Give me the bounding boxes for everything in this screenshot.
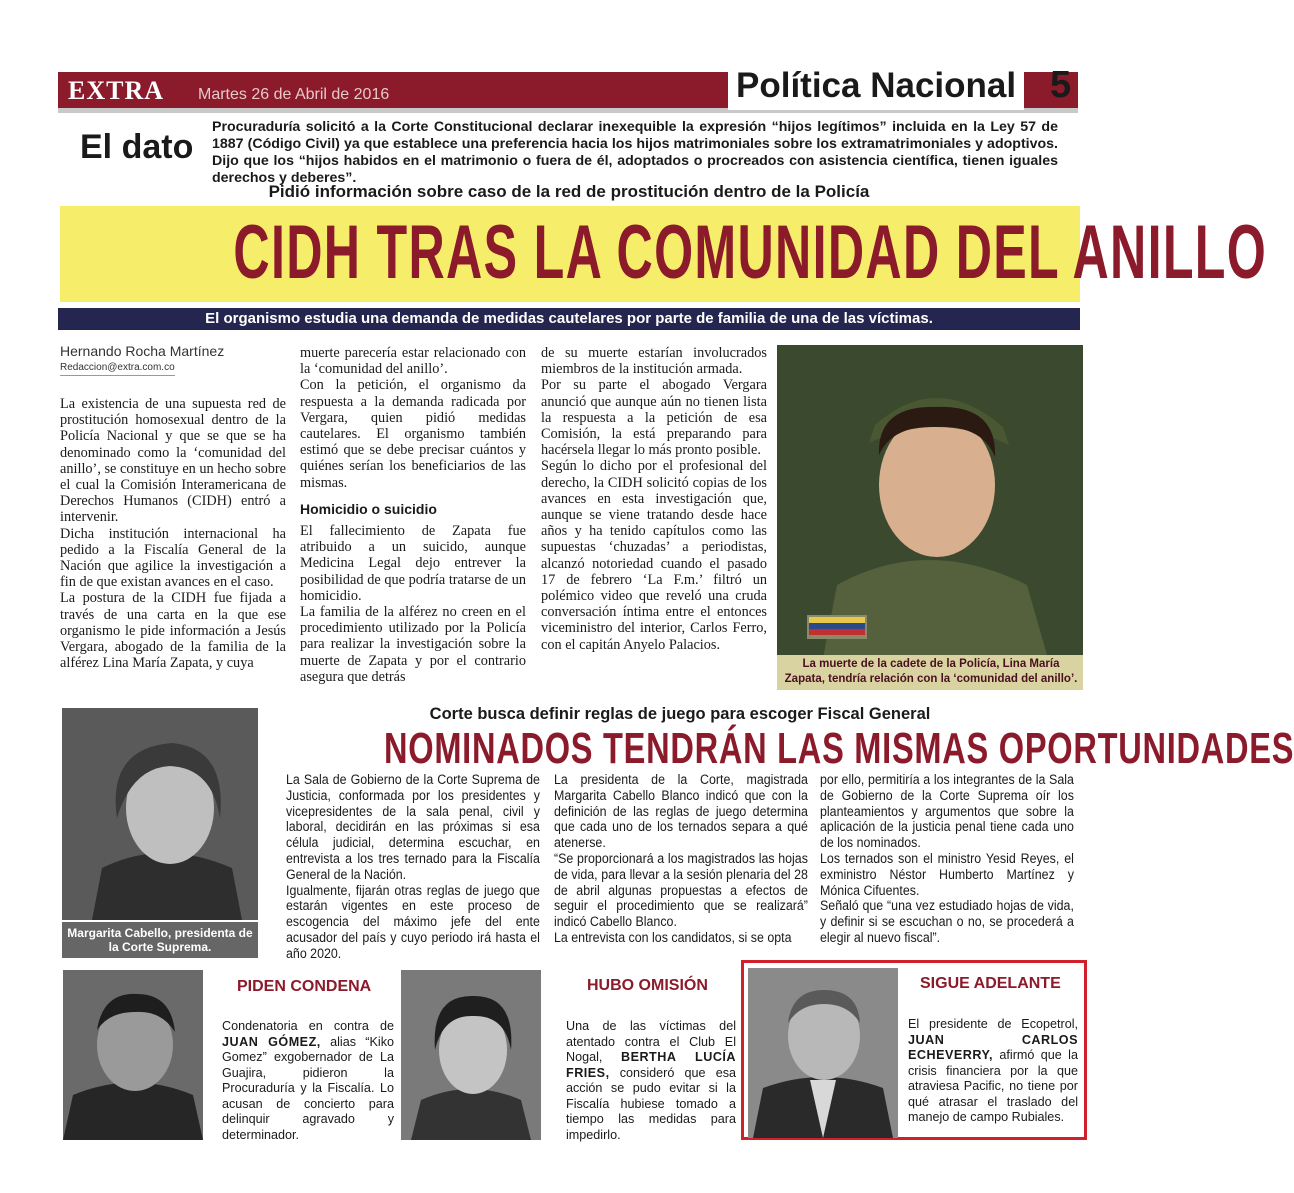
- paragraph: Dicha institución internacional ha pedido a la Fiscalía General de la Nación que agilice la investigación a fin de que existan avances en el caso.: [60, 525, 286, 591]
- brief-text-body: alias “Kiko Gomez” exgobernador de La Guajira, pidieron la Procuraduría y la Fiscalía. Lo acusan de concierto para delinquir agravado y determinador.: [222, 1034, 394, 1142]
- brief-text-body: afirmó que la crisis financiera por la que atraviesa Pacific, no tiene por qué atrasar el traslado del manejo de campo Rubiales.: [908, 1048, 1078, 1124]
- paragraph: de su muerte estarían involucrados miembros de la institución armada.: [541, 345, 767, 378]
- story1-headline: CIDH TRAS LA COMUNIDAD DEL ANILLO: [233, 210, 1268, 295]
- cabello-photo-caption: Margarita Cabello, presidenta de la Corte Suprema.: [67, 926, 253, 954]
- newspaper-logo: EXTRA: [68, 76, 165, 105]
- brief-person-name: JUAN GÓMEZ,: [222, 1034, 321, 1049]
- brief-person-name: BERTHA LUCÍA FRIES,: [566, 1050, 737, 1080]
- brief-text-hubo-omision: [566, 1019, 736, 1143]
- cabello-portrait-illustration: [62, 708, 258, 920]
- paragraph: por ello, permitiría a los integrantes de la Sala de Gobierno de la Corte Suprema oír los planteamientos y argumentos que sobre la aplicación de la justicia penal tiene cada uno de los nominados.: [820, 772, 1074, 851]
- paragraph: La postura de la CIDH fue fijada a través de una carta en la que ese organismo le pide información a Jesús Vergara, abogado de la familia de la alférez Lina María Zapata, y cuya: [60, 590, 286, 672]
- gomez-portrait-illustration: [63, 970, 203, 1140]
- paragraph: La existencia de una supuesta red de prostitución homosexual dentro de la Policía Nacional y que se que se ha denominado como la ‘comunidad del anillo’, se constituye en un hecho sobre el cual la Comisión Interamericana de Derechos Humanos (CIDH) entró a intervenir.: [60, 396, 286, 526]
- dato-text: Procuraduría solicitó a la Corte Constitucional declarar inexequible la expresión “hijos legítimos” incluida en la Ley 57 de 1887 (Código Civil) ya que establece una preferencia hacia los hijos matrimoniales sobre los extramatrimoniales y adoptivos. Dijo que los “hijos habidos en el matrimonio o fuera de él, adoptados o procreados con asistencia científica, tienen iguales derechos y deberes”.: [212, 119, 1058, 186]
- paragraph: muerte parecería estar relacionado con la ‘comunidad del anillo’.: [300, 345, 526, 378]
- paragraph: Según lo dicho por el profesional del derecho, la CIDH solicitó copias de los avances en esta investigación que, aunque se viene tratando desde hace años y ha tenido capítulos como las supuestas ‘chuzadas’ a periodistas, alcanzó notoriedad cuando el pasado 17 de febrero ‘La F.m.’ filtró un polémico video que reveló una cruda conversación íntima entre el entonces viceministro del interior, Carlos Ferro, con el capitán Anyelo Palacios.: [541, 458, 767, 653]
- page-number: 5: [1050, 64, 1072, 106]
- story2-column-1: [286, 772, 540, 962]
- paragraph: La presidenta de la Corte, magistrada Margarita Cabello Blanco indicó que con la definición de las reglas de juego determina que cada uno de los ternados separa a qué atenerse.: [554, 772, 808, 851]
- story2-column-2: [554, 772, 808, 946]
- paragraph: La Sala de Gobierno de la Corte Suprema de Justicia, conformada por los presidentes y vicepresidentes de la sala penal, civil y laboral, decidirán en las próximas si esa célula judicial, determina escuchar, en entrevista a los tres ternado para la Fiscalía General de la Nación.: [286, 772, 540, 882]
- byline-email: Redaccion@extra.com.co: [60, 362, 175, 376]
- brief-text-lead: Condenatoria en contra de: [222, 1019, 394, 1033]
- paragraph: El fallecimiento de Zapata fue atribuido a un suicido, aunque Medicina Legal dejo entrever la posibilidad de que podría tratarse de un homicidio.: [300, 523, 526, 604]
- juan-gomez-photo: [63, 970, 203, 1140]
- brief-text-lead: Una de las víctimas del atentado contra el Club El Nogal,: [566, 1019, 736, 1064]
- paragraph: “Se proporcionará a los magistrados las hojas de vida, para llevar a la sesión plenaria del 28 de abril algunas propuestas a efectos de seguir el procedimiento que se realizará” indicó Cabello Blanco.: [554, 850, 808, 930]
- paragraph: La familia de la alférez no creen en el procedimiento utilizado por la Policía para realizar la investigación sobre la muerte de Zapata y por el contrario asegura que detrás: [300, 604, 526, 685]
- brief-text-piden-condena: [222, 1019, 394, 1143]
- section-title: Política Nacional: [736, 66, 1017, 105]
- brief-text-lead: El presidente de Ecopetrol,: [908, 1017, 1078, 1031]
- brief-title-hubo-omision: HUBO OMISIÓN: [587, 977, 708, 994]
- paragraph: Con la petición, el organismo da respuesta a la demanda radicada por Vergara, quien pidió medidas cautelares. El organismo también estimó que se debe precisar cuántos y quiénes serían los beneficiarios de las mismas.: [300, 377, 526, 491]
- paragraph: Por su parte el abogado Vergara anunció que aunque aún no tienen lista la respuesta a la petición de esa Comisión, la está preparando para hacérsela llegar lo más pronto posible.: [541, 377, 767, 459]
- cadet-photo-caption: La muerte de la cadete de la Policía, Lina María Zapata, tendría relación con la ‘comunidad del anillo’.: [784, 658, 1078, 685]
- fries-portrait-illustration: [401, 970, 541, 1140]
- story1-column-1: [60, 396, 286, 671]
- paragraph: La entrevista con los candidatos, si se opta: [554, 929, 792, 945]
- brief-text-sigue-adelante: [908, 1017, 1078, 1126]
- paragraph: Señaló que “una vez estudiado hojas de vida, y definir si se escuchan o no, se procederá a elegir al nuevo fiscal”.: [820, 898, 1074, 945]
- juan-carlos-echeverry-photo: [748, 968, 898, 1138]
- echeverry-portrait-illustration: [748, 968, 898, 1138]
- margarita-cabello-photo: [62, 708, 258, 920]
- cadet-photo: [777, 345, 1083, 690]
- byline: Hernando Rocha Martínez: [60, 343, 225, 359]
- story2-kicker: Corte busca definir reglas de juego para escoger Fiscal General: [429, 705, 931, 723]
- story2-headline: NOMINADOS TENDRÁN LAS MISMAS OPORTUNIDADES: [384, 724, 1294, 773]
- story1-deck: El organismo estudia una demanda de medidas cautelares por parte de familia de una de las víctimas.: [205, 310, 933, 327]
- edition-date: Martes 26 de Abril de 2016: [198, 86, 390, 103]
- paragraph: Igualmente, fijarán otras reglas de juego que estarán vigentes en este proceso de escogencia del máximo jefe del ente acusador del país y cuyo periodo irá hasta el año 2020.: [286, 882, 540, 961]
- brief-person-name: JUAN CARLOS ECHEVERRY,: [908, 1032, 1078, 1062]
- brief-title-piden-condena: PIDEN CONDENA: [237, 978, 372, 995]
- story1-column-3: [541, 345, 767, 653]
- story1-column-2: [300, 345, 526, 685]
- bertha-fries-photo: [401, 970, 541, 1140]
- brief-title-sigue-adelante: SIGUE ADELANTE: [920, 975, 1061, 992]
- story2-column-3: [820, 772, 1074, 946]
- cadet-portrait-illustration: [777, 345, 1083, 690]
- paragraph: Los ternados son el ministro Yesid Reyes, el exministro Néstor Humberto Martínez y Mónica Cifuentes.: [820, 850, 1074, 898]
- brief-text-body: consideró que esa acción se pudo evitar si la Fiscalía hubiese tomado a tiempo las medidas para impedirlo.: [566, 1065, 736, 1142]
- story1-kicker: Pidió información sobre caso de la red de prostitución dentro de la Policía: [268, 182, 870, 201]
- dato-label: El dato: [80, 128, 194, 166]
- subhead: Homicidio o suicidio: [300, 500, 437, 517]
